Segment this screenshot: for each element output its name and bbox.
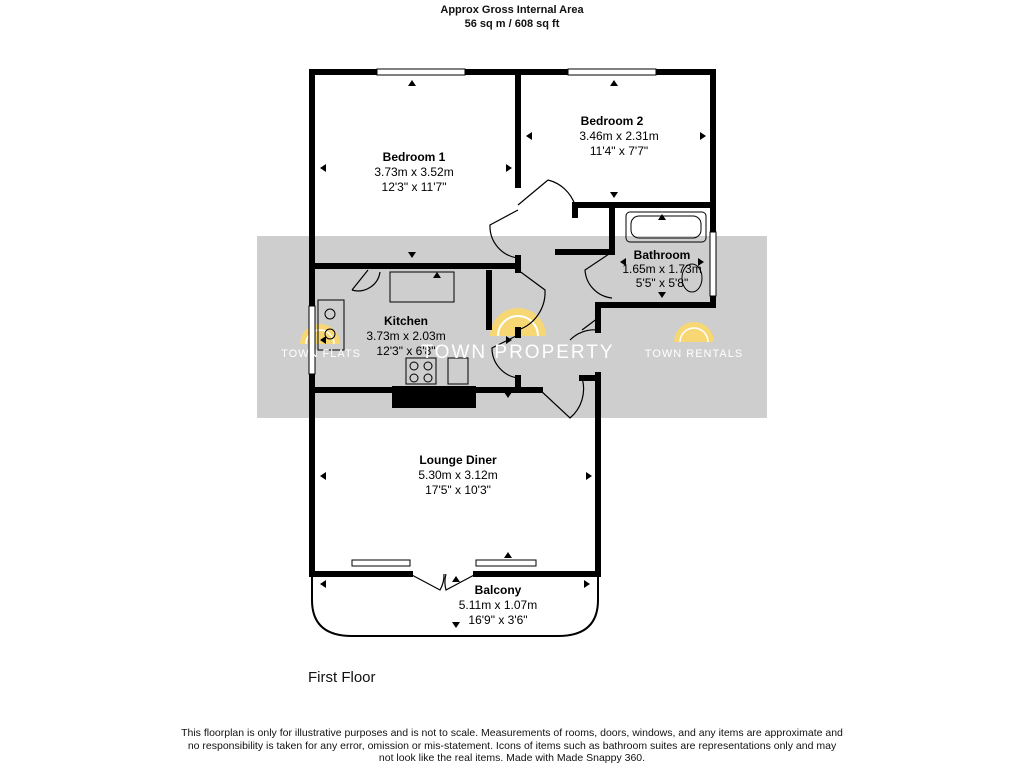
room-bedroom2 (579, 114, 658, 158)
bedroom2-name: Bedroom 2 (580, 114, 644, 128)
balcony-metric: 5.11m x 1.07m (458, 598, 538, 612)
bedroom1-name: Bedroom 1 (382, 150, 446, 164)
bedroom1-metric: 3.73m x 3.52m (374, 165, 454, 179)
room-bedroom1 (374, 150, 453, 194)
area-size: 56 sq m / 608 sq ft (464, 18, 560, 30)
lounge-name: Lounge Diner (419, 453, 497, 467)
floor-label: First Floor (308, 669, 376, 686)
kitchen-imperial: 12'3" x 6'8" (376, 344, 436, 358)
lounge-imperial: 17'5" x 10'3" (425, 483, 491, 497)
watermark-center-text: TOWN PROPERTY (421, 342, 615, 363)
watermark-left-text: TOWN FLATS (281, 348, 361, 360)
kitchen-partition (486, 270, 492, 330)
lounge-metric: 5.30m x 3.12m (418, 468, 498, 482)
area-title: Approx Gross Internal Area (440, 4, 584, 16)
kitchen-name: Kitchen (383, 314, 429, 328)
bathroom-name: Bathroom (633, 248, 691, 262)
watermark-right-text: TOWN RENTALS (644, 348, 744, 360)
bedroom1-imperial: 12'3" x 11'7" (381, 180, 447, 194)
bathroom-imperial: 5'5" x 5'8" (635, 276, 689, 290)
kitchen-counter-wall (392, 386, 476, 408)
kitchen-metric: 3.73m x 2.03m (366, 329, 446, 343)
room-balcony (459, 583, 537, 627)
balcony-outline (312, 574, 598, 636)
room-lounge (418, 453, 497, 497)
balcony-name: Balcony (474, 583, 522, 597)
balcony-imperial: 16'9" x 3'6" (468, 613, 528, 627)
bedroom2-imperial: 11'4" x 7'7" (589, 144, 649, 158)
disclaimer: This floorplan is only for illustrative purposes and is not to scale. Measurements of rooms, doors, windows, and any items are approximate and no responsibility is taken for any error, omission or mis-statement. Icons of items such as bathroom suites are representations only and may not look like the real items. Made with Made Snappy 360. (181, 727, 843, 764)
bedroom2-metric: 3.46m x 2.31m (579, 129, 659, 143)
bathroom-metric: 1.65m x 1.73m (622, 262, 702, 276)
